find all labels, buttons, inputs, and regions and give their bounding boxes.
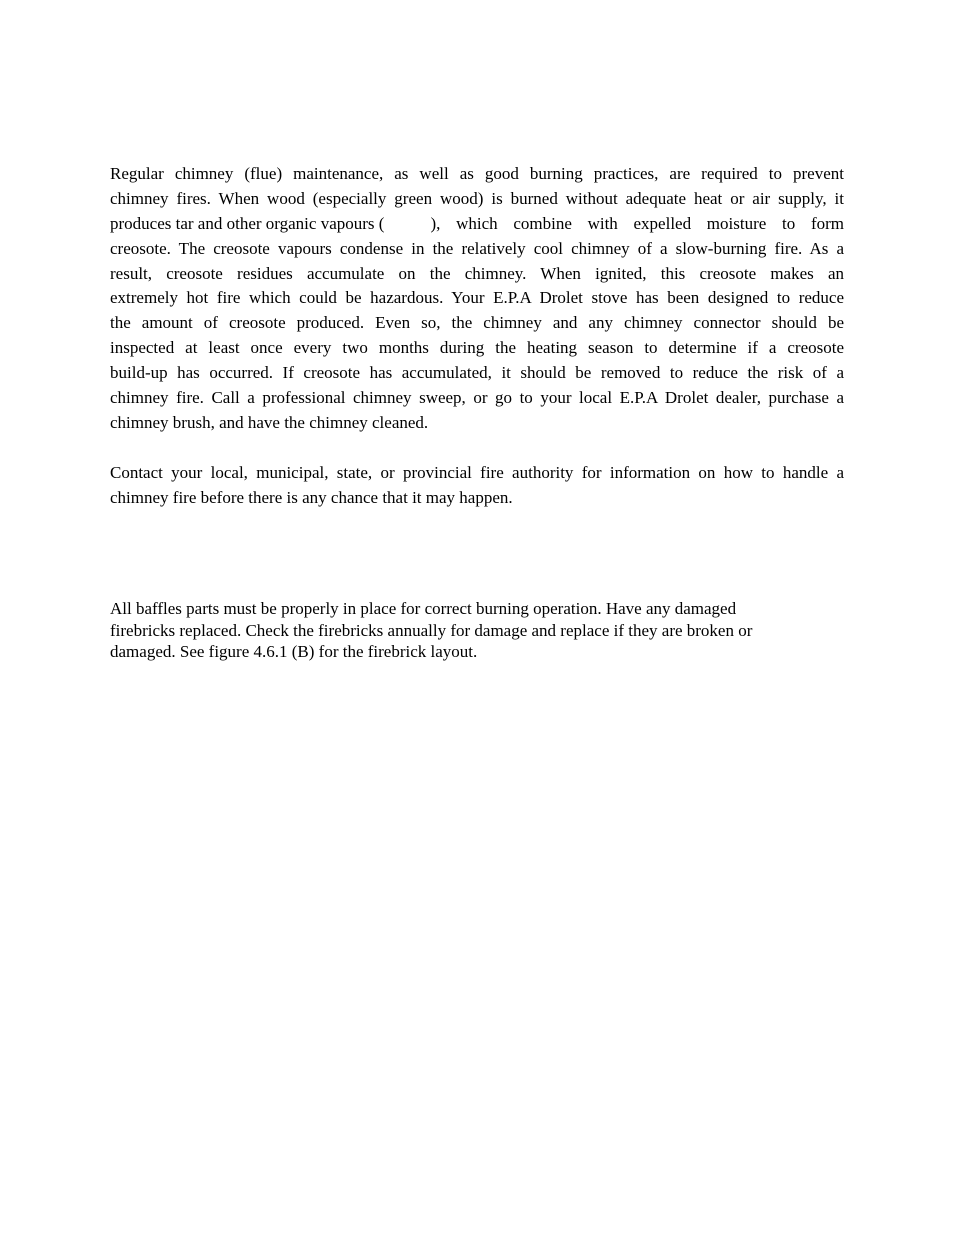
- baffles-line-2: firebricks replaced. Check the firebricks annually for damage and replace if they are broken or: [110, 620, 753, 640]
- creosote-line-11: chimney brush, and have the chimney cleaned.: [110, 412, 429, 432]
- creosote-line-6: extremely hot fire which could be hazardous. Your E.P.A Drolet stove has been designed to reduce: [110, 288, 844, 308]
- baffles-line-1: All baffles parts must be properly in place for correct burning operation. Have any damaged: [110, 599, 737, 618]
- baffles-line-3: damaged. See figure 4.6.1 (B) for the firebrick layout.: [110, 642, 478, 661]
- creosote-line-1: Regular chimney (flue) maintenance, as well as good burning practices, are required to prevent: [110, 164, 844, 183]
- creosote-line-3: [110, 212, 844, 237]
- creosote-paragraph: [110, 162, 844, 436]
- creosote-line-2: chimney fires. When wood (especially green wood) is burned without adequate heat or air supply, it: [110, 188, 844, 208]
- fire-authority-line-1: Contact your local, municipal, state, or provincial fire authority for information on how to handle a: [110, 463, 844, 482]
- creosote-line-4: creosote. The creosote vapours condense in the relatively cool chimney of a slow-burning fire. As a: [110, 238, 844, 258]
- fire-authority-paragraph: [110, 461, 844, 511]
- creosote-line-7: the amount of creosote produced. Even so, the chimney and any chimney connector should be: [110, 313, 844, 333]
- creosote-line-3-end: ), which combine with expelled moisture to form: [430, 213, 844, 233]
- creosote-line-9: build-up has occurred. If creosote has accumulated, it should be removed to reduce the risk of a: [110, 363, 844, 383]
- creosote-line-5: result, creosote residues accumulate on the chimney. When ignited, this creosote makes an: [110, 263, 844, 283]
- baffles-paragraph: [110, 598, 844, 663]
- document-page: [110, 0, 844, 1235]
- creosote-line-3-start: produces tar and other organic vapours (: [110, 213, 385, 233]
- creosote-line-10: chimney fire. Call a professional chimney sweep, or go to your local E.P.A Drolet dealer, purchase a: [110, 388, 844, 408]
- fire-authority-line-2: chimney fire before there is any chance that it may happen.: [110, 487, 513, 507]
- creosote-line-8: inspected at least once every two months during the heating season to determine if a creosote: [110, 338, 844, 358]
